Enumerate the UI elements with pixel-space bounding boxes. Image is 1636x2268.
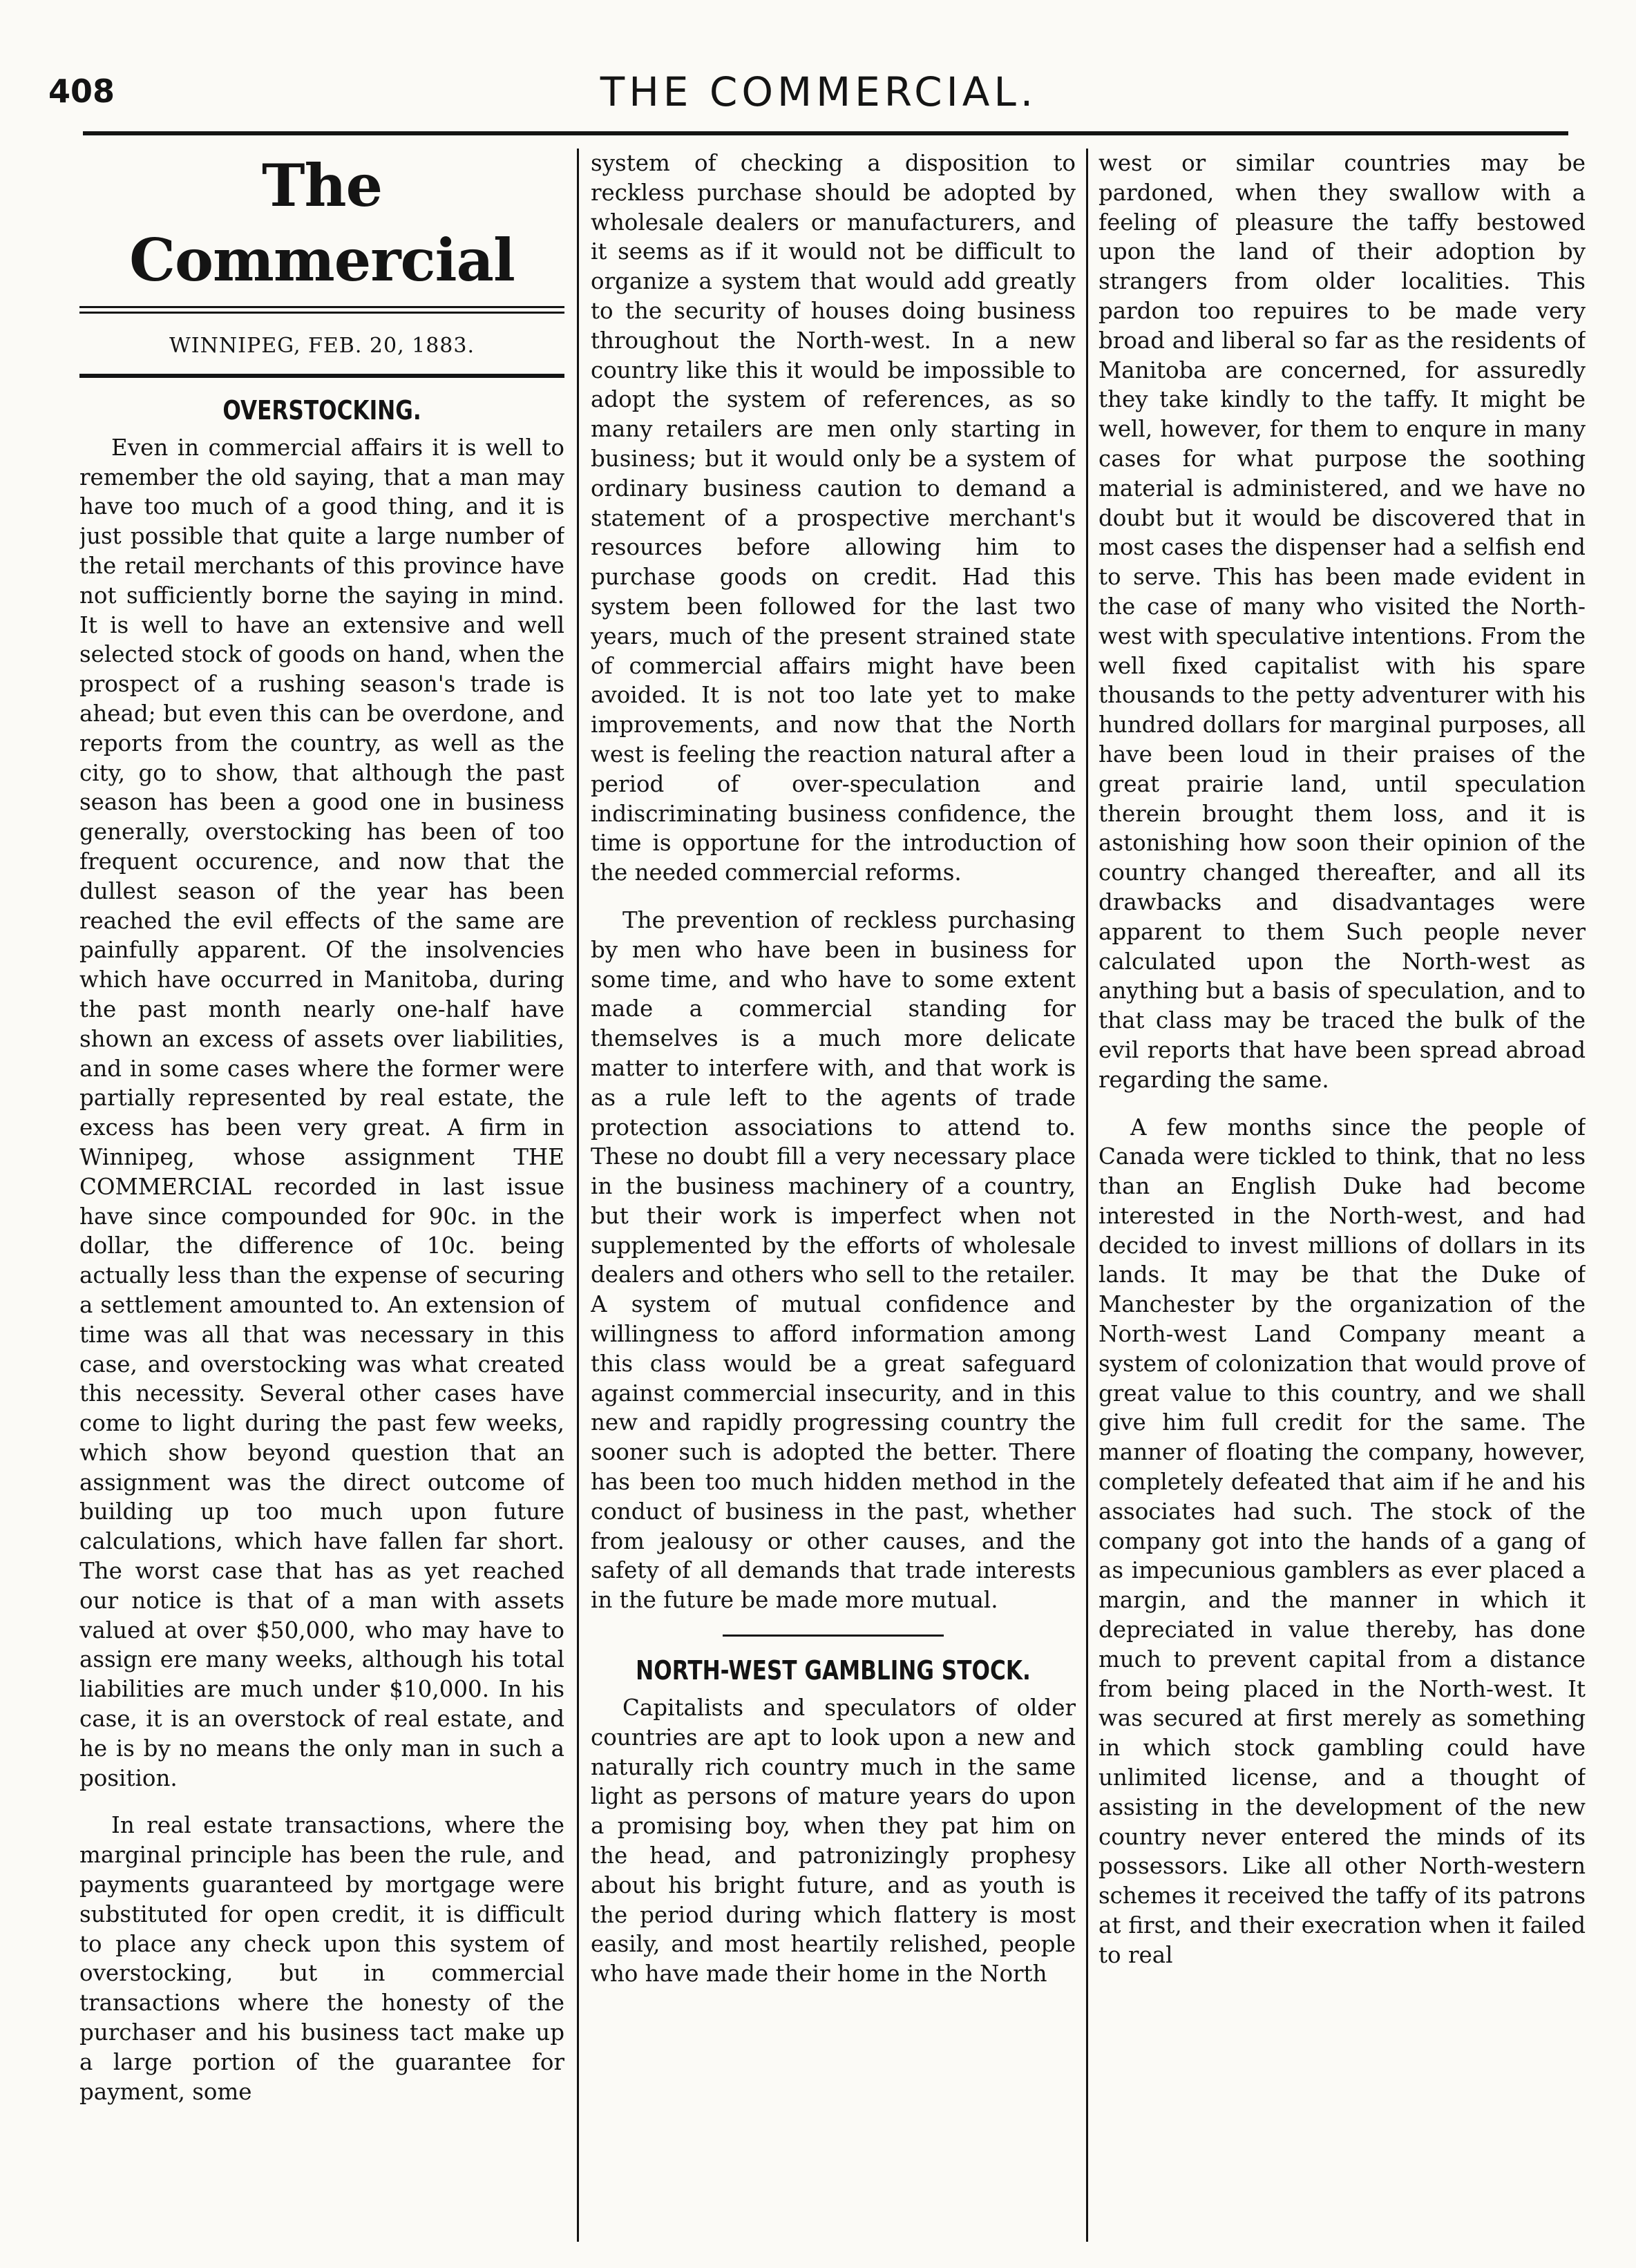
article-paragraph: In real estate transactions, where the marginal principle has been the rule, and payments guaranteed by mortgage were substituted for open credit, it is difficult to place any check upon this system of overstocking, but in commercial transactions where the honesty of the purchaser and his business tact make up a large portion of the guarantee for payment, some — [79, 1812, 564, 2105]
article-paragraph: Even in commercial affairs it is well to remember the old saying, that a man may have too much of a good thing, and it is just possible that quite a large number of the retail merchants of this province have not sufficiently borne the saying in mind. It is well to have an extensive and well selected stock of goods on hand, when the prospect of a rushing season's trade is ahead; but even this can be overdone, and reports from the country, as well as the city, go to show, that although the past season has been a good one in business generally, overstocking has been of too frequent occurence, and now that the dullest season of the year has been reached the evil effects of the same are painfully apparent. Of the insolvencies which have occurred in Manitoba, during the past month nearly one-half have shown an excess of assets over liabilities, and in some cases where the former were partially represented by real estate, the excess has been very great. A firm in Winnipeg, whose assignment THE COMMERCIAL recorded in last issue have since compounded for 90c. in the dollar, the difference of 10c. being actually less than the expense of securing a settlement amounted to. An extension of time was all that was necessary in this case, and overstocking was what created this necessity. Several other cases have come to light during the past few weeks, which show beyond question that an assignment was the direct outcome of building up too much upon future calculations, which have fallen far short. The worst case that has as yet reached our notice is that of a man with assets valued at over $50,000, who may have to assign ere many weeks, although his total liabilities are much under $10,000. In his case, it is an overstock of real estate, and he is by no means the only man in such a position. — [79, 434, 564, 1791]
column-divider — [577, 149, 579, 2242]
article-heading: OVERSTOCKING. — [222, 394, 421, 426]
page-header — [48, 66, 1589, 128]
dateline-rule — [79, 374, 564, 378]
article-paragraph: The prevention of reckless purchasing by men who have been in business for some time, and who have to some extent made a commercial standing for themselves is a much more delicate matter to interfere with, and that work is as a rule left to the agents of trade protection associations to attend to. These no doubt fill a very necessary place in the business machinery of a country, but their work is imperfect when not supplemented by the efforts of wholesale dealers and others who sell to the retailer. A system of mutual confidence and willingness to afford information among this class would be a great safeguard against commercial insecurity, and in this new and rapidly progressing country the sooner such is adopted the better. There has been too much hidden method in the conduct of business in the past, whether from jealousy or other causes, and the safety of all demands that trade interests in the future be made more mutual. — [591, 906, 1076, 1614]
column-2 — [591, 149, 1076, 2242]
page-number: 408 — [48, 73, 115, 110]
masthead-title: THE COMMERCIAL. — [600, 68, 1038, 115]
nameplate-rule — [79, 306, 564, 314]
article-separator — [723, 1635, 944, 1637]
header-rule — [83, 131, 1568, 135]
dateline: WINNIPEG, FEB. 20, 1883. — [169, 334, 475, 358]
article-paragraph-continued: system of checking a disposition to reckless purchase should be adopted by wholesale dealers or manufacturers, and it seems as if it would not be difficult to organize a system that would add greatly to the security of houses doing business throughout the North-west. In a new country like this it would be impossible to adopt the system of references, as so many retailers are men only starting in business; but it would only be a system of ordinary business caution to demand a statement of a prospective merchant's resources before allowing him to purchase goods on credit. Had this system been followed for the last two years, much of the present strained state of commercial affairs might have been avoided. It is not too late yet to make improvements, and now that the North west is feeling the reaction natural after a period of over-speculation and indiscriminating business confidence, the time is opportune for the introduction of the needed commercial reforms. — [591, 150, 1076, 886]
column-1 — [79, 149, 564, 2242]
article-paragraph: Capitalists and speculators of older countries are apt to look upon a new and naturally rich country much in the same light as persons of mature years do upon a promising boy, when they pat him on the head, and patronizingly prophesy about his bright future, and as youth is the period during which flattery is most easily, and most heartily relished, people who have made their home in the North — [591, 1695, 1076, 1988]
paper-nameplate: The Commercial — [129, 151, 515, 294]
column-divider — [1086, 149, 1088, 2242]
article-paragraph-continued: west or similar countries may be pardoned, when they swallow with a feeling of pleasure the taffy bestowed upon the land of their adoption by strangers from older localities. This pardon too repuires to be made very broad and liberal so far as the residents of Manitoba are concerned, for assuredly they take kindly to the taffy. It might be well, however, for them to enqure in many cases for what purpose the soothing material is administered, and we have no doubt but it would be discovered that in most cases the dispenser had a selfish end to serve. This has been made evident in the case of many who visited the North-west with speculative intentions. From the well fixed capitalist with his spare thousands to the petty adventurer with his hundred dollars for marginal purposes, all have been loud in their praises of the great prairie land, until speculation therein brought them loss, and it is astonishing how soon their opinion of the country changed thereafter, and all its drawbacks and disadvantages were apparent to them Such people never calculated upon the North-west as anything but a basis of speculation, and to that class may be traced the bulk of the evil reports that have been spread abroad regarding the same. — [1098, 150, 1586, 1093]
article-paragraph: A few months since the people of Canada were tickled to think, that no less than an English Duke had become interested in the North-west, and had decided to invest millions of dollars in its lands. It may be that the Duke of Manchester by the organization of the North-west Land Company meant a system of colonization that would prove of great value to this country, and we shall give him full credit for the same. The manner of floating the company, however, completely defeated that aim if he and his associates had such. The stock of the company got into the hands of a gang of as impecunious gamblers as ever placed a margin, and the manner in which it depreciated in value thereby, has done much to prevent capital from a distance from being placed in the North-west. It was secured at first merely as something in which stock gambling could have unlimited license, and a thought of assisting in the development of the new country never entered the minds of its possessors. Like all other North-western schemes it received the taffy of its patrons at first, and their execration when it failed to real — [1098, 1114, 1586, 1968]
article-heading: NORTH-WEST GAMBLING STOCK. — [636, 1655, 1031, 1686]
column-3 — [1098, 149, 1586, 2242]
